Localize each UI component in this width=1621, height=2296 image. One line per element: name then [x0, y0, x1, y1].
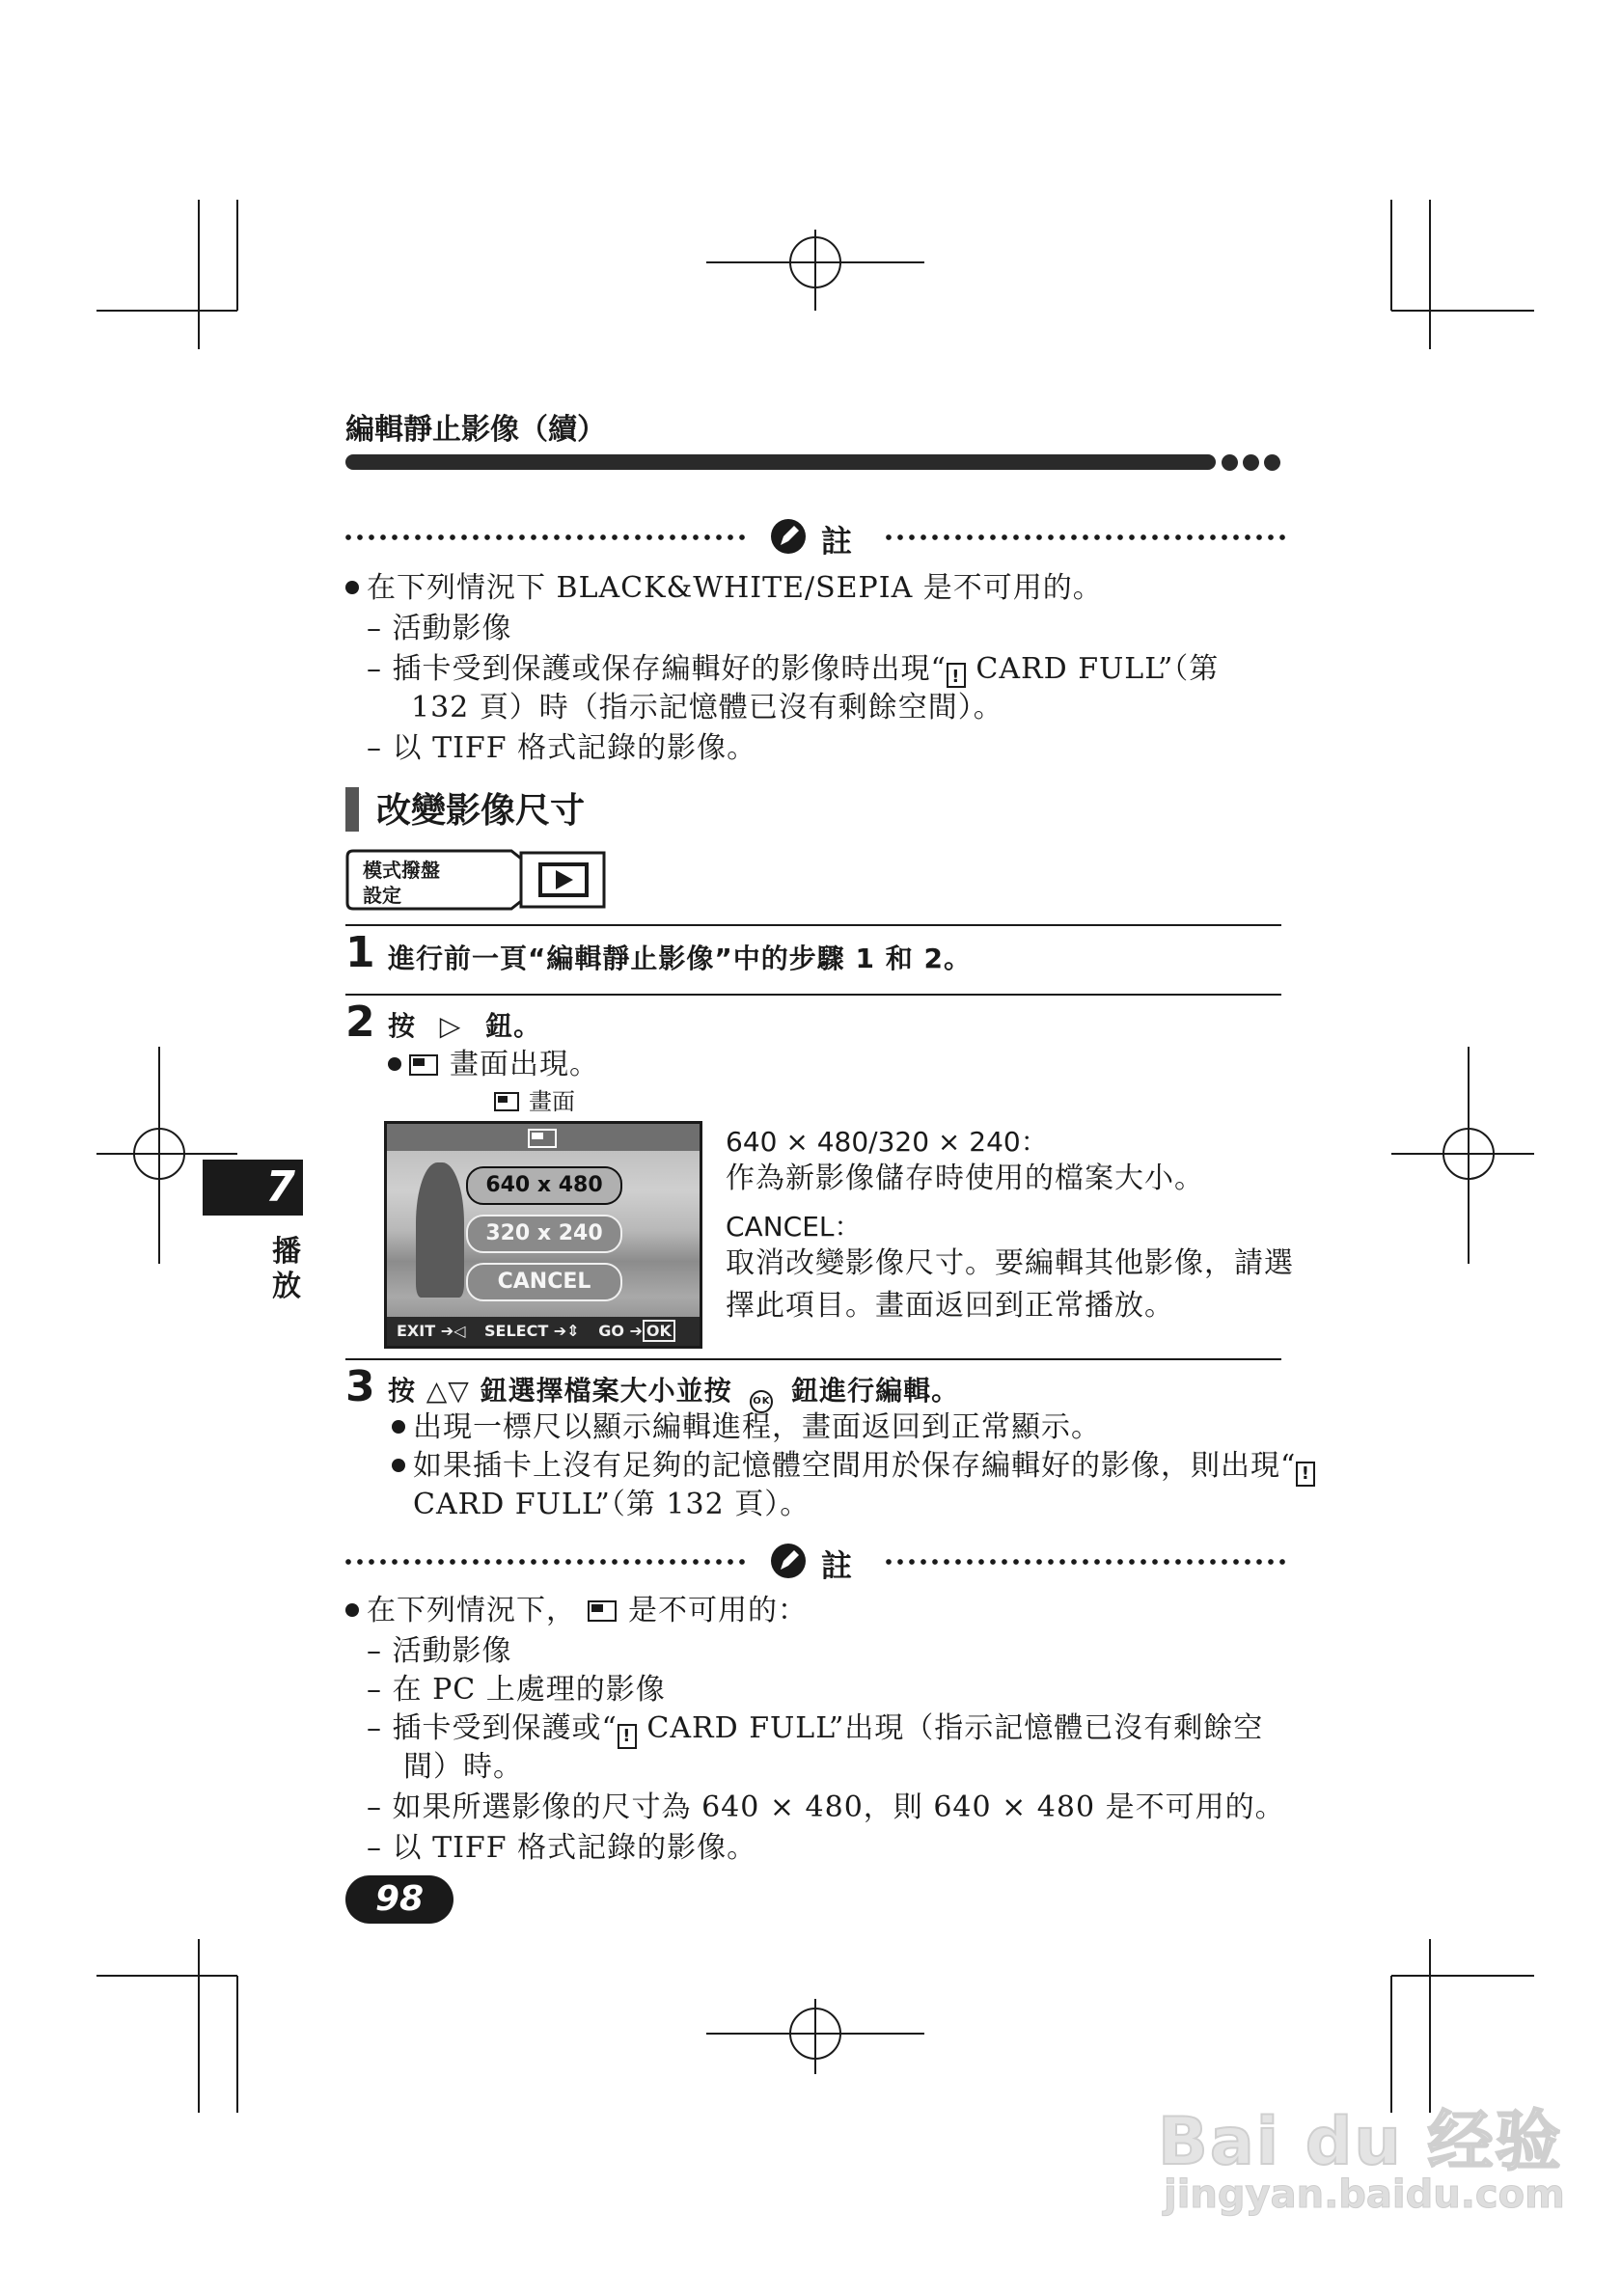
page-header-title: 編輯靜止影像（續）	[345, 413, 606, 447]
lcd-bottom-bar	[387, 1317, 700, 1346]
list-item-text: CARD FULL”（第	[965, 652, 1220, 686]
note-dotted-rule	[883, 1559, 1286, 1565]
resize-screen-icon	[588, 1600, 617, 1622]
note2-bullet	[345, 1592, 808, 1630]
lcd-go-label: GO	[598, 1322, 624, 1340]
desc-text: 作為新影像儲存時使用的檔案大小。	[726, 1162, 1204, 1195]
section-title-bar	[345, 787, 359, 832]
note2-bullet-text: 在下列情況下，	[367, 1594, 576, 1627]
bullet-icon	[345, 581, 359, 594]
list-item-continued: 間）時。	[403, 1750, 523, 1784]
step3-text-b: 鈕進行編輯。	[791, 1375, 960, 1407]
page-number: 98	[345, 1875, 453, 1924]
left-arrow-icon: ➔◁	[435, 1322, 471, 1340]
watermark-brand: Bai du 经验	[1158, 2104, 1563, 2180]
lcd-screen	[384, 1121, 702, 1349]
step-divider	[345, 1358, 1281, 1360]
step-number: 3	[345, 1362, 375, 1411]
desc-text: 取消改變影像尺寸。要編輯其他影像，請選	[726, 1246, 1294, 1280]
step2-text-b: 鈕。	[485, 1010, 542, 1042]
list-item	[367, 650, 1219, 689]
mode-label-line1: 模式撥盤	[363, 859, 440, 882]
list-item: – 以 TIFF 格式記錄的影像。	[367, 1831, 757, 1865]
step3-bullet	[392, 1447, 1315, 1487]
section-title: 改變影像尺寸	[376, 791, 586, 831]
bullet-icon	[345, 1603, 359, 1617]
arrow-icon: ➔	[623, 1322, 643, 1340]
list-item: – 在 PC 上處理的影像	[367, 1673, 666, 1707]
step-number: 1	[345, 928, 375, 977]
step3-bullet-continued: CARD FULL”（第 132 頁）。	[413, 1488, 810, 1521]
list-item: – 活動影像	[367, 1634, 512, 1668]
bullet-icon	[392, 1459, 405, 1472]
note1-bullet-text: 在下列情況下 BLACK&WHITE/SEPIA 是不可用的。	[367, 571, 1103, 605]
ok-button-icon: OK	[750, 1390, 773, 1413]
updown-arrow-icon: ➔⇕	[548, 1322, 586, 1340]
note-dotted-rule	[343, 1559, 746, 1565]
resize-screen-icon	[409, 1054, 438, 1076]
step2-text	[388, 1005, 541, 1044]
resize-screen-icon	[528, 1129, 557, 1148]
chapter-tab: 7	[203, 1160, 303, 1216]
lcd-ok-label: OK	[643, 1320, 675, 1342]
watermark-url: jingyan.baidu.com	[1164, 2173, 1565, 2217]
lcd-caption	[494, 1082, 575, 1116]
step3-bullet-text: 出現一標尺以顯示編輯進程，畫面返回到正常顯示。	[413, 1410, 1101, 1444]
card-warning-icon: !	[618, 1724, 637, 1749]
step3-bullet-text: 如果插卡上沒有足夠的記憶體空間用於保存編輯好的影像，則出現“	[413, 1449, 1297, 1483]
list-item-text: – 插卡受到保護或保存編輯好的影像時出現“	[367, 652, 947, 686]
header-dot	[1264, 454, 1280, 471]
step-divider	[345, 994, 1281, 996]
step-divider	[345, 924, 1281, 926]
desc-heading: 640 × 480/320 × 240：	[726, 1126, 1048, 1158]
step-number: 2	[345, 998, 375, 1047]
card-warning-icon: !	[947, 663, 966, 688]
note-header	[343, 515, 1283, 560]
lcd-exit-label: EXIT	[397, 1322, 436, 1340]
resize-screen-icon	[494, 1092, 519, 1111]
note-header	[343, 1540, 1283, 1584]
bullet-icon	[392, 1420, 405, 1434]
note-label: 註	[821, 523, 853, 560]
step3-bullet	[392, 1408, 1101, 1447]
step3-text	[388, 1370, 959, 1413]
mode-dial-badge	[345, 849, 608, 911]
list-item: – 活動影像	[367, 612, 512, 645]
lcd-option: 320 x 240	[466, 1215, 622, 1253]
bullet-icon	[388, 1057, 401, 1071]
note2-bullet-text: 是不可用的：	[628, 1594, 808, 1627]
lcd-select-label: SELECT	[484, 1322, 549, 1340]
chapter-label-char: 放	[272, 1270, 301, 1303]
list-item-continued: 132 頁）時（指示記憶體已沒有剩餘空間）。	[411, 691, 1003, 724]
step2-text-a: 按	[388, 1010, 417, 1042]
step3-text-a: 按 △▽ 鈕選擇檔案大小並按	[388, 1375, 732, 1407]
playback-icon	[538, 862, 589, 897]
note-icon	[769, 1542, 808, 1584]
lcd-tree	[416, 1162, 464, 1298]
header-bar	[345, 454, 1216, 470]
desc-text: 擇此項目。畫面返回到正常播放。	[726, 1289, 1174, 1323]
list-item-text: CARD FULL”出現（指示記憶體已沒有剩餘空	[636, 1711, 1264, 1745]
chapter-label-char: 播	[272, 1235, 301, 1269]
note-label: 註	[821, 1547, 853, 1584]
step2-bullet	[388, 1046, 599, 1084]
list-item: – 以 TIFF 格式記錄的影像。	[367, 731, 757, 765]
mode-label-line2: 設定	[363, 884, 401, 907]
right-arrow-icon: ▷	[439, 1010, 462, 1042]
note-dotted-rule	[883, 534, 1286, 540]
note-dotted-rule	[343, 534, 746, 540]
step2-bullet-text: 畫面出現。	[450, 1048, 599, 1081]
card-warning-icon: !	[1296, 1462, 1315, 1487]
lcd-option: CANCEL	[466, 1263, 622, 1301]
lcd-top-bar	[387, 1124, 700, 1151]
header-dot	[1243, 454, 1259, 471]
lcd-option-selected: 640 x 480	[466, 1166, 622, 1205]
list-item-text: – 插卡受到保護或“	[367, 1711, 618, 1745]
step1-text: 進行前一頁“編輯靜止影像”中的步驟 1 和 2。	[388, 943, 973, 974]
note-icon	[769, 517, 808, 560]
header-dot	[1222, 454, 1238, 471]
list-item: – 如果所選影像的尺寸為 640 × 480，則 640 × 480 是不可用的。	[367, 1790, 1285, 1824]
desc-heading: CANCEL：	[726, 1211, 862, 1243]
list-item	[367, 1709, 1263, 1749]
lcd-caption-text: 畫面	[529, 1088, 575, 1115]
note1-bullet	[345, 569, 1103, 608]
